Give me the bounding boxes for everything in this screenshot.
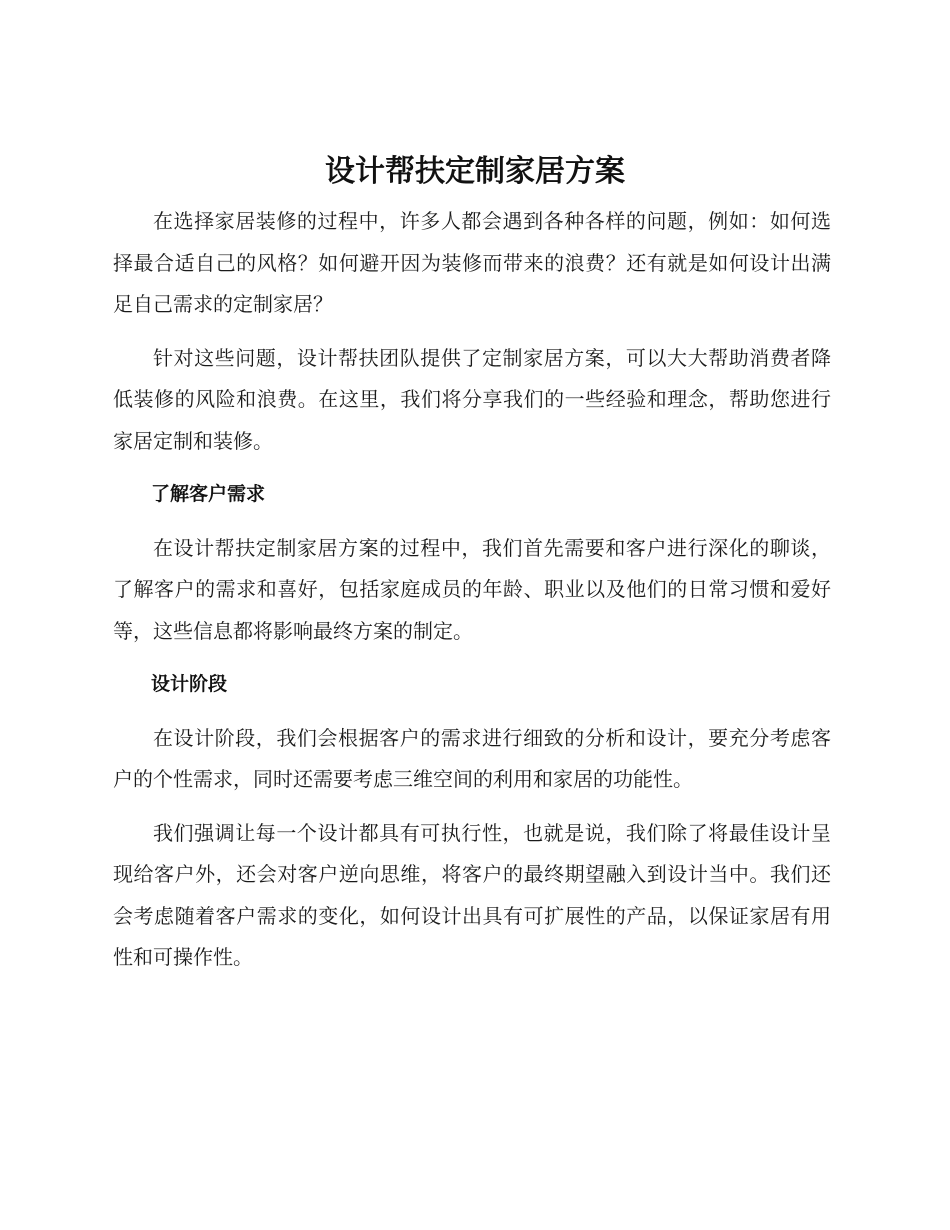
section-paragraph: 我们强调让每一个设计都具有可执行性，也就是说，我们除了将最佳设计呈现给客户外，还会对客户逆向思维，将客户的最终期望融入到设计当中。我们还会考虑随着客户需求的变化，如何设计出具有可扩展性的产品，以保证家居有用性和可操作性。	[113, 820, 831, 969]
section-paragraph: 在设计帮扶定制家居方案的过程中，我们首先需要和客户进行深化的聊谈，了解客户的需求和喜好，包括家庭成员的年龄、职业以及他们的日常习惯和爱好等，这些信息都将影响最终方案的制定。	[113, 535, 831, 643]
section-paragraph: 在设计阶段，我们会根据客户的需求进行细致的分析和设计，要充分考虑客户的个性需求，同时还需要考虑三维空间的利用和家居的功能性。	[113, 725, 831, 791]
document-title: 设计帮扶定制家居方案	[325, 154, 625, 189]
section-heading: 设计阶段	[151, 673, 228, 695]
section-design-stage	[113, 664, 831, 979]
intro-paragraph: 针对这些问题，设计帮扶团队提供了定制家居方案，可以大大帮助消费者降低装修的风险和浪费。在这里，我们将分享我们的一些经验和理念，帮助您进行家居定制和装修。	[113, 345, 831, 453]
intro-paragraph: 在选择家居装修的过程中，许多人都会遇到各种各样的问题，例如：如何选择最合适自己的风格？如何避开因为装修而带来的浪费？还有就是如何设计出满足自己需求的定制家居？	[113, 209, 831, 316]
section-heading: 了解客户需求	[151, 483, 266, 505]
section-customer-needs	[113, 474, 831, 652]
document-body	[113, 201, 831, 991]
